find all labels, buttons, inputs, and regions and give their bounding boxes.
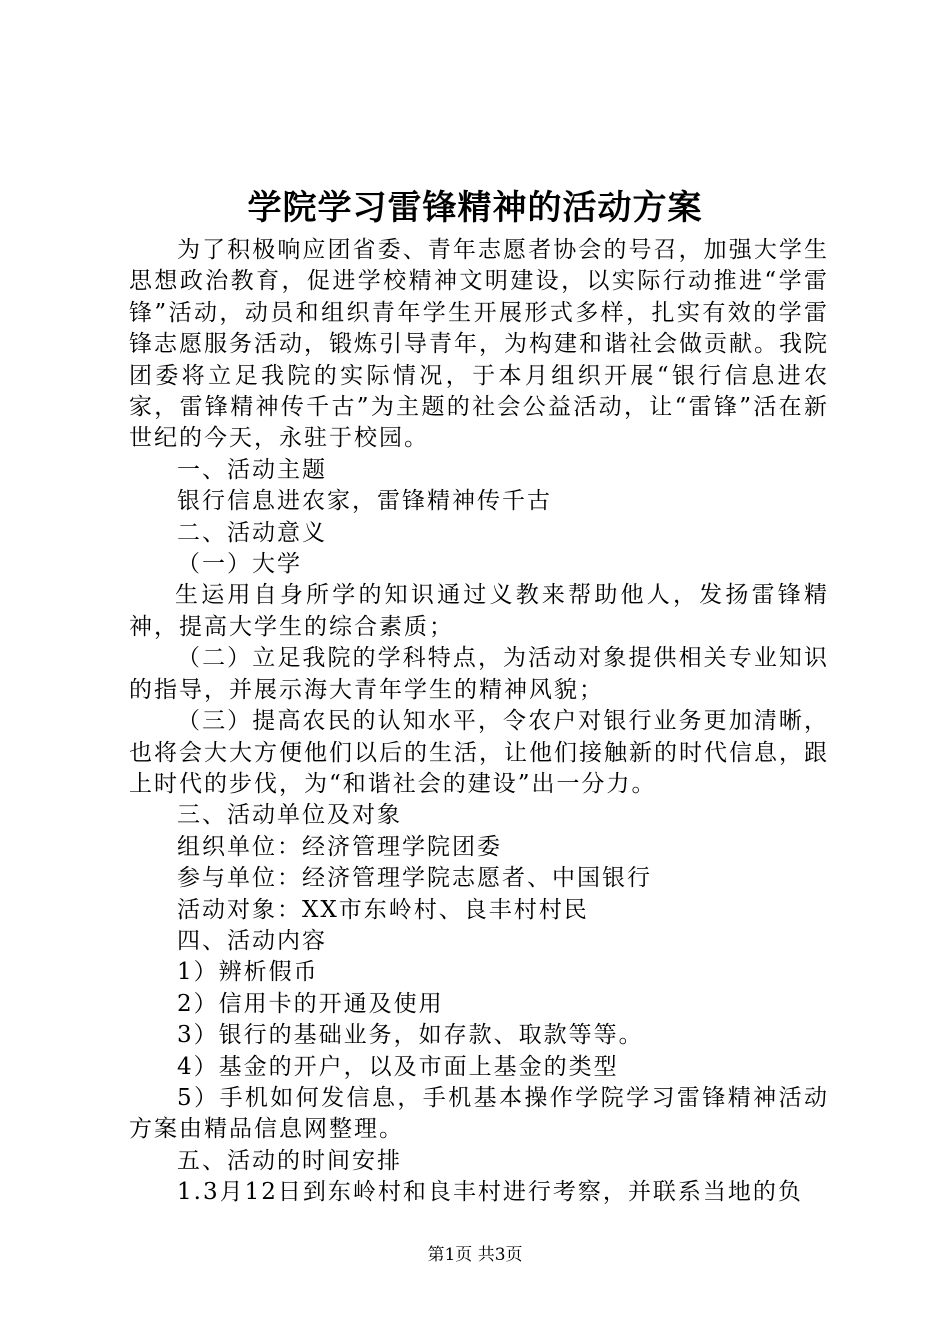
significance-item-3: （三）提高农民的认知水平，令农户对银行业务更加清晰，也将会大大方便他们以后的生活，让他们接触新的时代信息，跟上时代的步伐，为“和谐社会的建设”出一分力。 bbox=[129, 708, 829, 797]
section-heading-schedule: 五、活动的时间安排 bbox=[177, 1147, 402, 1174]
content-item-1: 1）辨析假币 bbox=[177, 959, 319, 986]
section-heading-theme: 一、活动主题 bbox=[177, 456, 327, 483]
section-heading-significance: 二、活动意义 bbox=[177, 519, 327, 546]
content-item-2: 2）信用卡的开通及使用 bbox=[177, 990, 444, 1017]
section-heading-content: 四、活动内容 bbox=[177, 927, 327, 954]
target-line: 活动对象：XX市东岭村、良丰村村民 bbox=[177, 896, 589, 923]
significance-item-2: （二）立足我院的学科特点，为活动对象提供相关专业知识的指导，并展示海大青年学生的精神风貌； bbox=[129, 645, 829, 703]
content-item-4: 4）基金的开户，以及市面上基金的类型 bbox=[177, 1053, 619, 1080]
content-item-5: 5）手机如何发信息，手机基本操作学院学习雷锋精神活动方案由精品信息网整理。 bbox=[129, 1084, 829, 1143]
page-footer: 第1页 共3页 bbox=[427, 1245, 523, 1265]
organizer-line: 组织单位：经济管理学院团委 bbox=[177, 833, 502, 860]
theme-text: 银行信息进农家，雷锋精神传千古 bbox=[177, 488, 552, 515]
significance-item-1-heading: （一）大学 bbox=[177, 551, 302, 578]
content-item-3: 3）银行的基础业务，如存款、取款等等。 bbox=[177, 1022, 644, 1049]
document-title: 学院学习雷锋精神的活动方案 bbox=[247, 188, 703, 228]
document-body bbox=[129, 235, 829, 1209]
intro-paragraph: 为了积极响应团省委、青年志愿者协会的号召，加强大学生思想政治教育，促进学校精神文明建设，以实际行动推进“学雷锋”活动，动员和组织青年学生开展形式多样，扎实有效的学雷锋志愿服务活动，锻炼引导青年，为构建和谐社会做贡献。我院团委将立足我院的实际情况，于本月组织开展“银行信息进农家，雷锋精神传千古”为主题的社会公益活动，让“雷锋”活在新世纪的今天，永驻于校园。 bbox=[129, 237, 829, 452]
participant-line: 参与单位：经济管理学院志愿者、中国银行 bbox=[177, 865, 652, 892]
significance-item-1-text: 生运用自身所学的知识通过义教来帮助他人，发扬雷锋精神，提高大学生的综合素质； bbox=[129, 582, 829, 640]
schedule-item-1: 1.3月12日到东岭村和良丰村进行考察，并联系当地的负 bbox=[177, 1179, 803, 1206]
section-heading-units: 三、活动单位及对象 bbox=[177, 802, 402, 829]
